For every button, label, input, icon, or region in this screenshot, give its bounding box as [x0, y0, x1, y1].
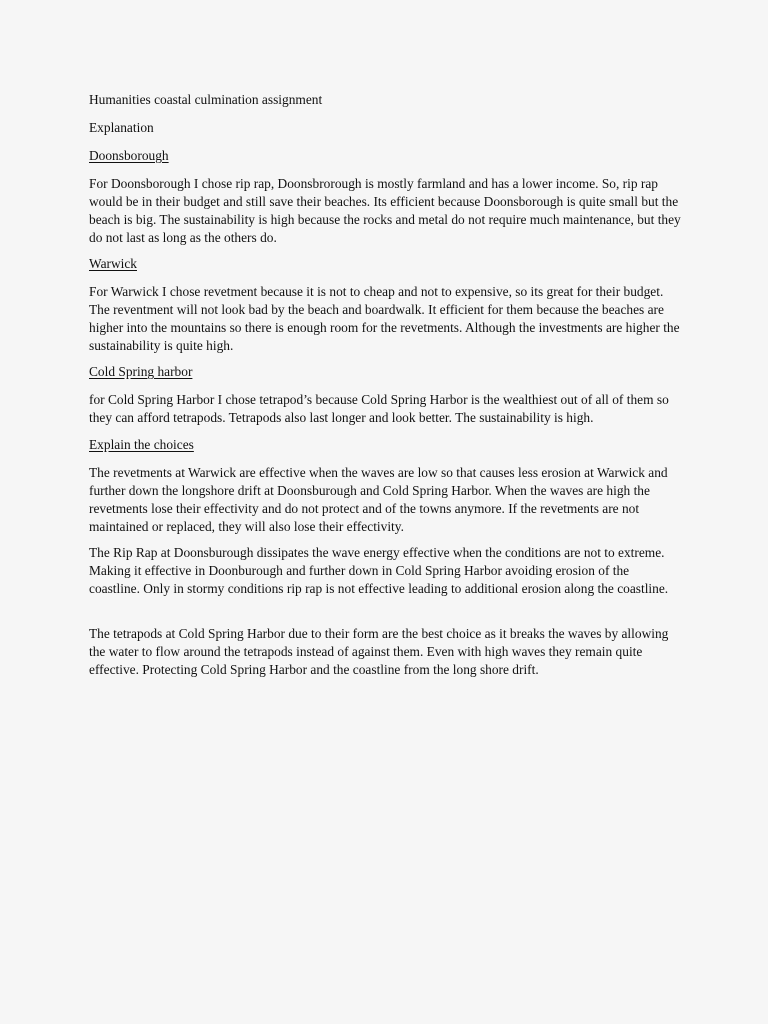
section-body-warwick: For Warwick I chose revetment because it is not to cheap and not to expensive, so its great for their budget. The reventment will not look bad by the beach and boardwalk. It efficient for them because the beaches are higher into the mountains so there is enough room for the revetments. Although the investments are higher the sustainability is quite high. — [89, 284, 680, 353]
choices-paragraph-tetrapods: The tetrapods at Cold Spring Harbor due to their form are the best choice as it breaks the waves by allowing the water to flow around the tetrapods instead of against them. Even with high waves they remain quite effective. Protecting Cold Spring Harbor and the coastline from the long shore drift. — [89, 626, 669, 677]
document-title: Humanities coastal culmination assignment — [89, 92, 323, 107]
choices-heading: Explain the choices — [89, 437, 194, 452]
section-body-doonsborough: For Doonsborough I chose rip rap, Doonsbrorough is mostly farmland and has a lower income. So, rip rap would be in their budget and still save their beaches. Its efficient because Doonsborough is quite small but the beach is big. The sustainability is high because the rocks and metal do not require much maintenance, but they do not last as long as the others do. — [89, 176, 681, 245]
section-body-cold-spring-harbor: for Cold Spring Harbor I chose tetrapod’s because Cold Spring Harbor is the wealthiest out of all of them so they can afford tetrapods. Tetrapods also last longer and look better. The sustainability is high. — [89, 392, 669, 425]
section-heading-cold-spring-harbor: Cold Spring harbor — [89, 364, 193, 379]
choices-paragraph-rip-rap: The Rip Rap at Doonsburough dissipates the wave energy effective when the conditions are not to extreme. Making it effective in Doonburough and further down in Cold Spring Harbor avoiding erosion of the coastline. Only in stormy conditions rip rap is not effective leading to additional erosion along the coastline. — [89, 545, 669, 596]
choices-paragraph-revetments: The revetments at Warwick are effective when the waves are low so that causes less erosion at Warwick and further down the longshore drift at Doonsburough and Cold Spring Harbor. When the waves are high the revetments lose their effectivity and do not protect and of the towns anymore. If the revetments are not maintained or replaced, they will also lose their effectivity. — [89, 465, 668, 534]
explanation-heading: Explanation — [89, 120, 154, 135]
section-heading-warwick: Warwick — [89, 256, 137, 271]
section-heading-doonsborough: Doonsborough — [89, 148, 169, 163]
